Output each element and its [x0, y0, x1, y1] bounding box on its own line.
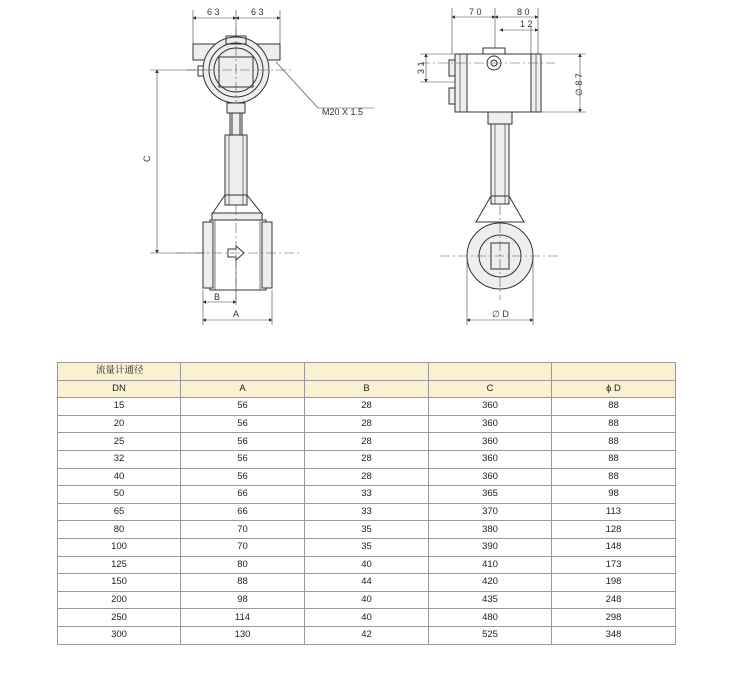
- table-row: [58, 468, 676, 486]
- table-cell: 32: [58, 450, 181, 468]
- table-cell: 410: [429, 556, 552, 574]
- column-header-b: B: [305, 380, 429, 398]
- table-cell: 348: [552, 626, 676, 644]
- front-label-c: C: [142, 155, 152, 162]
- table-row: [58, 398, 676, 416]
- header-cell: [181, 363, 305, 381]
- table-row: [58, 486, 676, 504]
- table-cell: 250: [58, 609, 181, 627]
- table-cell: 298: [552, 609, 676, 627]
- table-cell: 28: [305, 415, 429, 433]
- table-row: [58, 450, 676, 468]
- table-cell: 390: [429, 538, 552, 556]
- column-header-dn: DN: [58, 380, 181, 398]
- side-dim-top-3: 1 2: [520, 19, 533, 29]
- side-dim-top-2: 8 0: [517, 7, 530, 17]
- table-cell: 20: [58, 415, 181, 433]
- table-cell: 98: [552, 486, 676, 504]
- table-header-row: [58, 380, 676, 398]
- table-cell: 35: [305, 521, 429, 539]
- table-cell: 360: [429, 433, 552, 451]
- front-label-a: A: [233, 309, 240, 319]
- table-row: [58, 538, 676, 556]
- column-header-c: C: [429, 380, 552, 398]
- table-row: [58, 503, 676, 521]
- table-cell: 88: [552, 468, 676, 486]
- side-dim-right: ∅ 8 7: [574, 73, 584, 96]
- table-cell: 88: [181, 574, 305, 592]
- header-cell: [305, 363, 429, 381]
- table-cell: 33: [305, 503, 429, 521]
- column-header-d: ϕ D: [552, 380, 676, 398]
- table-cell: 44: [305, 574, 429, 592]
- table-cell: 173: [552, 556, 676, 574]
- table-cell: 88: [552, 450, 676, 468]
- table-cell: 198: [552, 574, 676, 592]
- front-view: [142, 7, 374, 325]
- table-cell: 360: [429, 468, 552, 486]
- thread-label: M20 X 1.5: [322, 107, 364, 117]
- table-cell: 98: [181, 591, 305, 609]
- table-cell: 148: [552, 538, 676, 556]
- table-cell: 65: [58, 503, 181, 521]
- table-cell: 70: [181, 538, 305, 556]
- table-cell: 360: [429, 450, 552, 468]
- table-cell: 80: [58, 521, 181, 539]
- table-cell: 56: [181, 468, 305, 486]
- side-dim-left: 3 1: [416, 61, 426, 74]
- table-header-row: [58, 363, 676, 381]
- table-cell: 40: [305, 556, 429, 574]
- table-cell: 50: [58, 486, 181, 504]
- table-cell: 56: [181, 433, 305, 451]
- dimension-table: [57, 362, 676, 645]
- table-cell: 35: [305, 538, 429, 556]
- table-cell: 88: [552, 433, 676, 451]
- table-cell: 70: [181, 521, 305, 539]
- table-cell: 40: [305, 591, 429, 609]
- table-cell: 28: [305, 398, 429, 416]
- table-row: [58, 433, 676, 451]
- table-row: [58, 626, 676, 644]
- table-cell: 360: [429, 398, 552, 416]
- table-cell: 380: [429, 521, 552, 539]
- table-cell: 435: [429, 591, 552, 609]
- table-cell: 480: [429, 609, 552, 627]
- table-cell: 370: [429, 503, 552, 521]
- table-cell: 33: [305, 486, 429, 504]
- table-row: [58, 521, 676, 539]
- table-cell: 113: [552, 503, 676, 521]
- table-cell: 28: [305, 468, 429, 486]
- table-cell: 130: [181, 626, 305, 644]
- table-cell: 365: [429, 486, 552, 504]
- table-cell: 25: [58, 433, 181, 451]
- table-cell: 128: [552, 521, 676, 539]
- side-dim-top-1: 7 0: [469, 7, 482, 17]
- table-cell: 200: [58, 591, 181, 609]
- side-view: [416, 7, 586, 325]
- table-row: [58, 574, 676, 592]
- table-row: [58, 415, 676, 433]
- table-cell: 360: [429, 415, 552, 433]
- front-dim-top-right: 6 3: [251, 7, 264, 17]
- table-cell: 42: [305, 626, 429, 644]
- column-header-a: A: [181, 380, 305, 398]
- table-cell: 28: [305, 433, 429, 451]
- table-cell: 125: [58, 556, 181, 574]
- table-cell: 66: [181, 486, 305, 504]
- side-label-d: ∅ D: [492, 309, 509, 319]
- table-cell: 420: [429, 574, 552, 592]
- table-cell: 150: [58, 574, 181, 592]
- table-cell: 100: [58, 538, 181, 556]
- front-label-b: B: [214, 292, 221, 302]
- table-cell: 28: [305, 450, 429, 468]
- table-cell: 40: [58, 468, 181, 486]
- table-cell: 114: [181, 609, 305, 627]
- table-cell: 88: [552, 398, 676, 416]
- table-cell: 56: [181, 398, 305, 416]
- table-cell: 56: [181, 415, 305, 433]
- table-cell: 300: [58, 626, 181, 644]
- table-cell: 66: [181, 503, 305, 521]
- table-cell: 56: [181, 450, 305, 468]
- table-body: [58, 398, 676, 644]
- table-cell: 15: [58, 398, 181, 416]
- table-row: [58, 591, 676, 609]
- table-row: [58, 609, 676, 627]
- table-cell: 40: [305, 609, 429, 627]
- table-cell: 88: [552, 415, 676, 433]
- header-cell: [552, 363, 676, 381]
- table-row: [58, 556, 676, 574]
- front-dim-top-left: 6 3: [207, 7, 220, 17]
- header-cell: 流量计通径: [58, 363, 181, 381]
- header-cell: [429, 363, 552, 381]
- table-cell: 80: [181, 556, 305, 574]
- table-cell: 248: [552, 591, 676, 609]
- table-cell: 525: [429, 626, 552, 644]
